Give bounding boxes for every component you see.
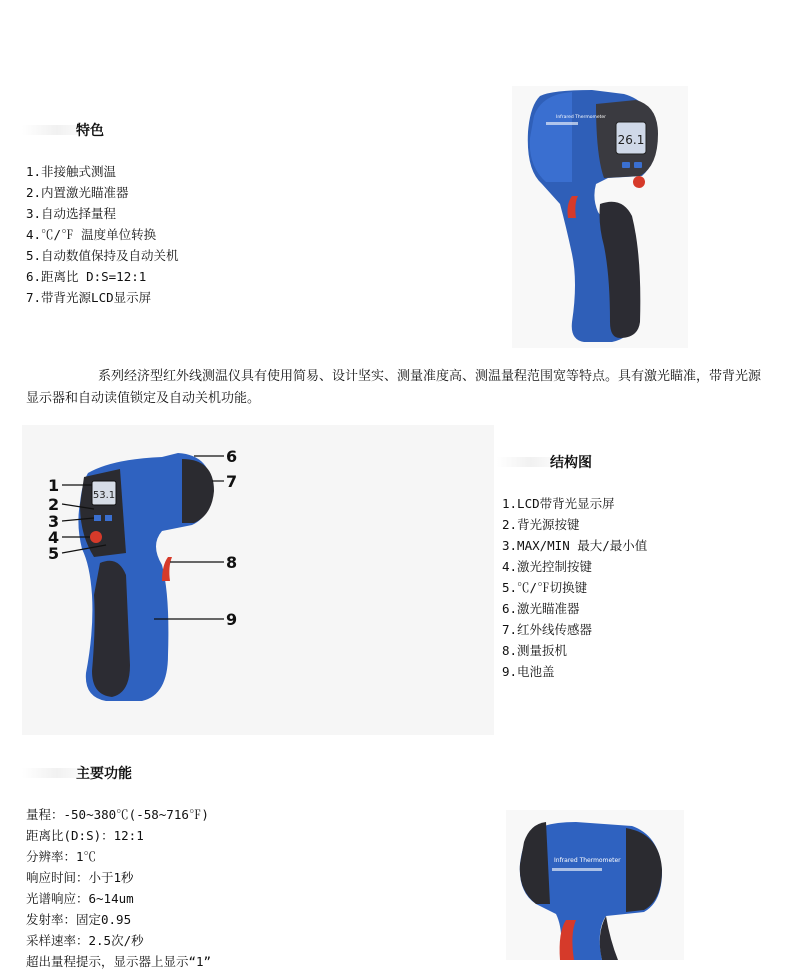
- list-item: 1.LCD带背光显示屏: [502, 496, 615, 511]
- callout-5: 5: [48, 544, 60, 563]
- list-item: 分辨率：1℃: [26, 849, 97, 864]
- structure-list: [502, 493, 647, 682]
- heading-bar-functions: [22, 768, 80, 778]
- product-photo-bottom: [506, 810, 684, 960]
- functions-list: [26, 804, 211, 972]
- callout-4: 4: [48, 528, 60, 547]
- list-item: 量程：-50~380℃(-58~716℉): [26, 807, 209, 822]
- structure-heading: 结构图: [550, 455, 592, 471]
- list-item: 5.自动数值保持及自动关机: [26, 248, 179, 263]
- list-item: 5.℃/℉切换键: [502, 580, 588, 595]
- list-item: 响应时间：小于1秒: [26, 870, 134, 885]
- list-item: 2.内置激光瞄准器: [26, 185, 129, 200]
- features-heading: 特色: [76, 123, 104, 139]
- list-item: 光谱响应：6~14um: [26, 891, 134, 906]
- list-item: 7.带背光源LCD显示屏: [26, 290, 152, 305]
- thermometer-diagram: [22, 425, 494, 735]
- thermometer-illustration-bottom: [506, 810, 684, 960]
- list-item: 6.距离比 D:S=12:1: [26, 269, 147, 284]
- list-item: 9.电池盖: [502, 664, 555, 679]
- display-readout: 26.1: [617, 133, 645, 147]
- list-item: 1.非接触式测温: [26, 164, 117, 179]
- callout-1: 1: [48, 476, 60, 495]
- heading-bar-features: [22, 125, 80, 135]
- diagram-display-readout: 53.1: [92, 490, 116, 501]
- callout-3: 3: [48, 512, 60, 531]
- list-item: 8.测量扳机: [502, 643, 568, 658]
- callout-8: 8: [226, 553, 238, 572]
- list-item: 4.℃/℉ 温度单位转换: [26, 227, 157, 242]
- functions-heading: 主要功能: [76, 766, 132, 782]
- list-item: 7.红外线传感器: [502, 622, 593, 637]
- brand-text-bottom: Infrared Thermometer: [554, 857, 621, 864]
- list-item: 6.激光瞄准器: [502, 601, 580, 616]
- list-item: 采样速率：2.5次/秒: [26, 933, 144, 948]
- list-item: 3.MAX/MIN 最大/最小值: [502, 538, 648, 553]
- description-text: [26, 366, 766, 410]
- callout-2: 2: [48, 495, 60, 514]
- callout-6: 6: [226, 447, 238, 466]
- callout-7: 7: [226, 472, 238, 491]
- list-item: 距离比(D:S)：12:1: [26, 828, 144, 843]
- list-item: 发射率：固定0.95: [26, 912, 132, 927]
- structure-diagram: [22, 425, 494, 735]
- list-item: 3.自动选择量程: [26, 206, 117, 221]
- description-body: 系列经济型红外线测温仪具有使用简易、设计坚实、测量准度高、测温量程范围宽等特点。具有激光瞄准，带背光源显示器和自动读值锁定及自动关机功能。: [26, 369, 762, 406]
- heading-bar-structure: [497, 457, 553, 467]
- features-list: [26, 161, 179, 308]
- callout-9: 9: [226, 610, 238, 629]
- list-item: 4.激光控制按键: [502, 559, 593, 574]
- list-item: 2.背光源按键: [502, 517, 580, 532]
- thermometer-illustration: [512, 86, 688, 348]
- list-item: 超出量程提示，显示器上显示“1”: [26, 954, 212, 969]
- brand-text: Infrared Thermometer: [556, 115, 606, 120]
- product-photo-top: [512, 86, 688, 348]
